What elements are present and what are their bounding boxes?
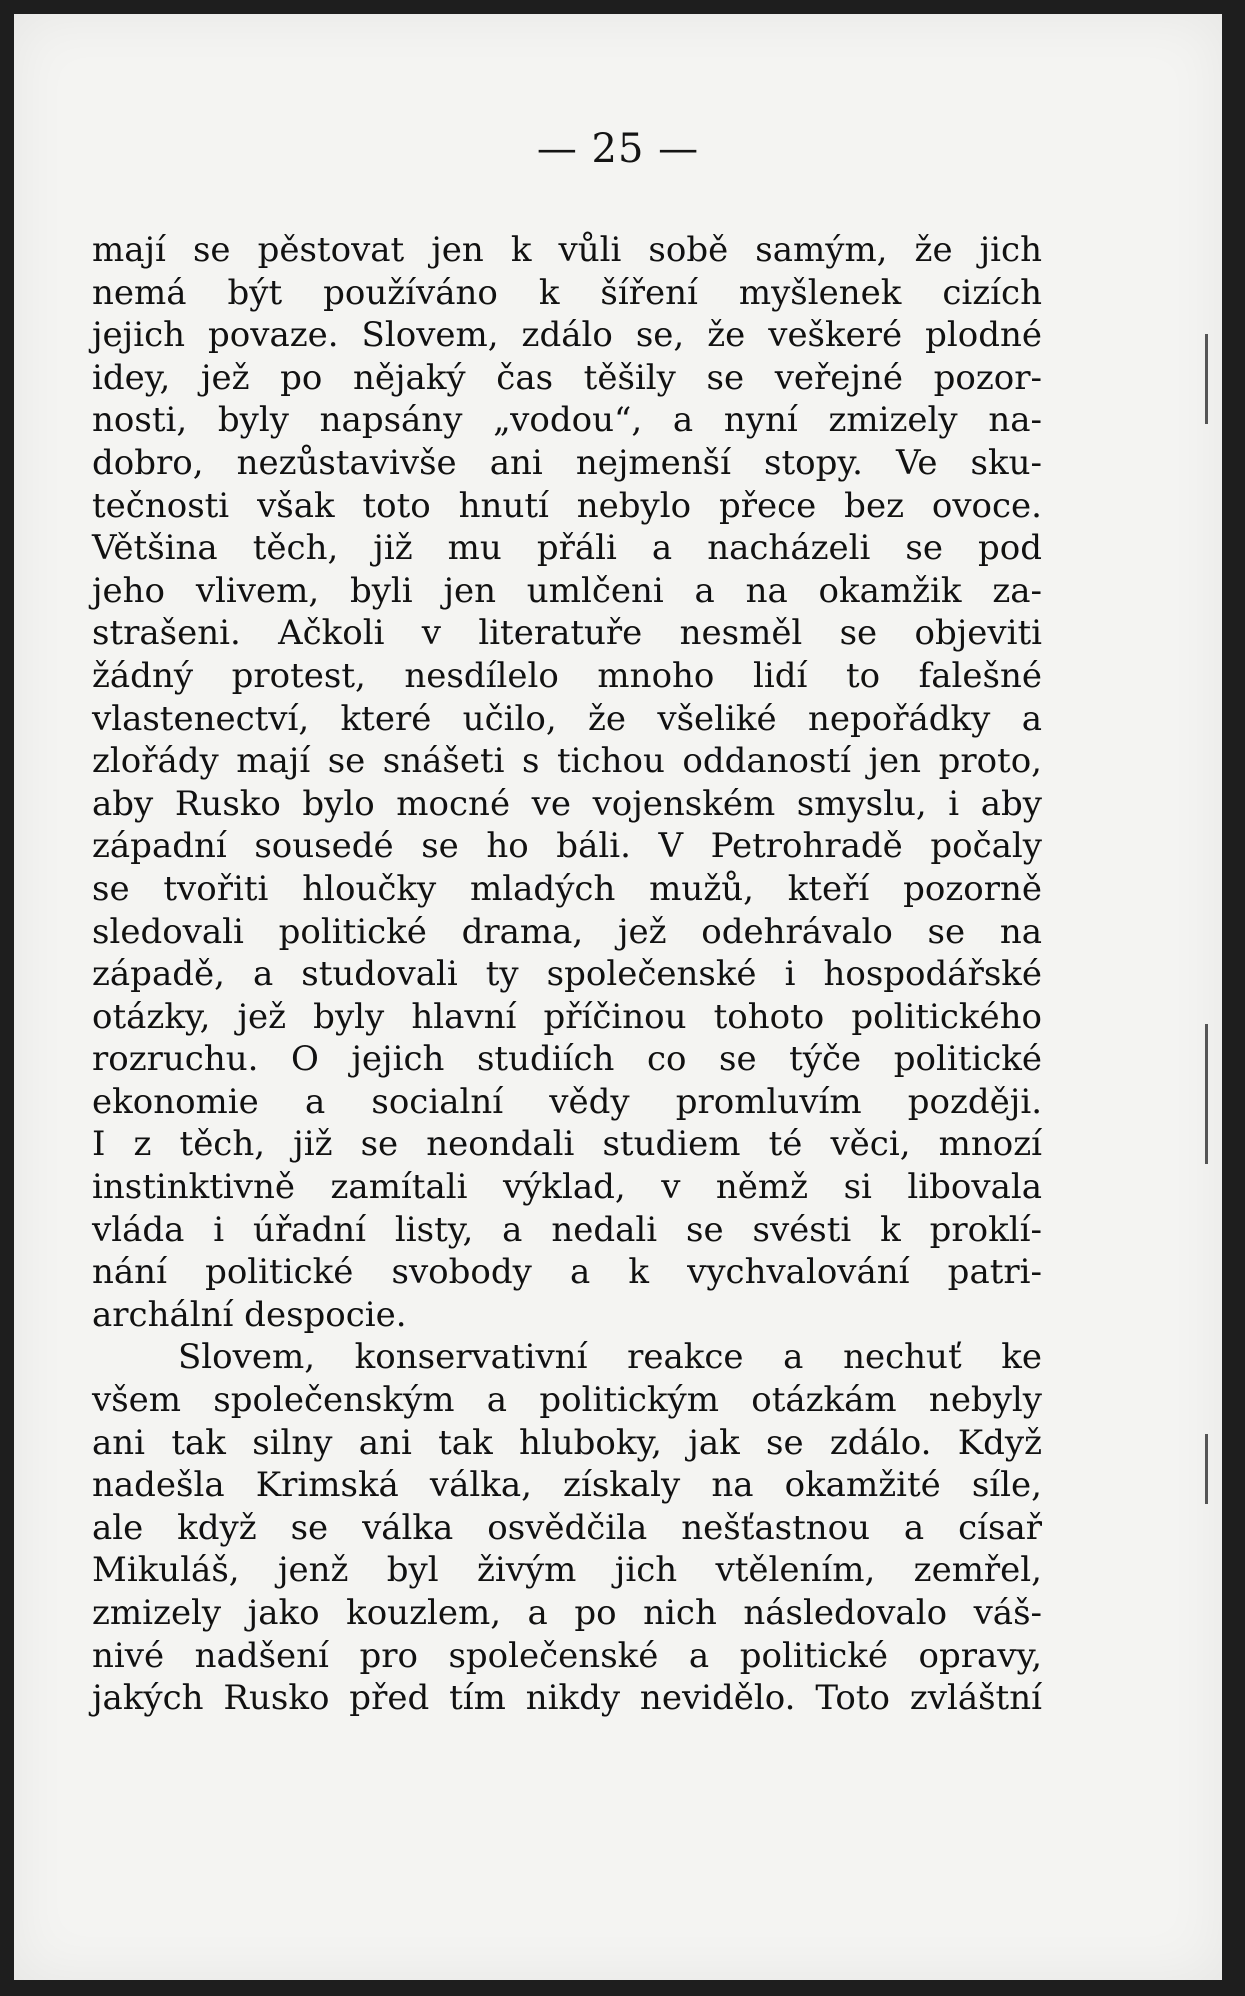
text-line: jakých Rusko před tím nikdy nevidělo. Toto zvláštní (92, 1678, 1042, 1719)
text-line: sledovali politické drama, jež odehrávalo se na (92, 911, 1042, 952)
text-line: nemá být používáno k šíření myšlenek cizích (92, 272, 1042, 313)
text-line: nání politické svobody a k vychvalování patri- (92, 1252, 1042, 1293)
text-line: západní sousedé se ho báli. V Petrohradě počaly (92, 826, 1042, 867)
book-page (14, 14, 1222, 1980)
text-line: idey, jež po nějaký čas těšily se veřejné pozor- (92, 357, 1042, 398)
text-line: vlastenectví, které učilo, že všeliké nepořádky a (92, 698, 1042, 739)
text-line: ale když se válka osvědčila nešťastnou a císař (92, 1507, 1042, 1548)
page-edge-mark (1205, 1434, 1208, 1504)
text-line: vláda i úřadní listy, a nedali se svésti k proklí- (92, 1209, 1042, 1250)
text-line: dobro, nezůstavivše ani nejmenší stopy. Ve sku- (92, 442, 1042, 483)
text-line: nivé nadšení pro společenské a politické opravy, (92, 1635, 1042, 1676)
text-line: rozruchu. O jejich studiích co se týče politické (92, 1039, 1042, 1080)
page-edge-mark (1205, 1024, 1208, 1164)
text-line: zlořády mají se snášeti s tichou oddaností jen proto, (92, 741, 1042, 782)
text-line: ani tak silny ani tak hluboky, jak se zdálo. Když (92, 1422, 1042, 1463)
text-line: instinktivně zamítali výklad, v němž si libovala (92, 1167, 1042, 1208)
text-line: Většina těch, již mu přáli a nacházeli se pod (92, 528, 1042, 569)
text-line: strašeni. Ačkoli v literatuře nesměl se objeviti (92, 613, 1042, 654)
text-line: zmizely jako kouzlem, a po nich následovalo váš- (92, 1593, 1042, 1633)
text-line: nosti, byly napsány „vodou“, a nyní zmizely na- (92, 400, 1042, 441)
text-line: ekonomie a socialní vědy promluvím později. (92, 1081, 1042, 1122)
text-line: žádný protest, nesdílelo mnoho lidí to falešné (92, 655, 1042, 696)
page-number: — 25 — (536, 126, 700, 172)
text-line: jeho vlivem, byli jen umlčeni a na okamžik za- (92, 570, 1042, 611)
text-line: všem společenským a politickým otázkám nebyly (92, 1380, 1042, 1421)
paragraph-end-line: archální despocie. (92, 1294, 407, 1335)
text-line: mají se pěstovat jen k vůli sobě samým, že jich (92, 230, 1042, 270)
body-text (92, 229, 1042, 1720)
page-edge-mark (1205, 334, 1208, 424)
text-line: nadešla Krimská válka, získaly na okamžité síle, (92, 1465, 1042, 1506)
text-line: tečnosti však toto hnutí nebylo přece bez ovoce. (92, 485, 1042, 526)
text-line: se tvořiti hloučky mladých mužů, kteří pozorně (92, 868, 1042, 909)
text-line: západě, a studovali ty společenské i hospodářské (92, 954, 1042, 995)
text-line: I z těch, již se neondali studiem té věci, mnozí (92, 1124, 1042, 1165)
paragraph-start-line: Slovem, konservativní reakce a nechuť ke (178, 1337, 1042, 1378)
text-line: otázky, jež byly hlavní příčinou tohoto politického (92, 996, 1042, 1037)
text-line: jejich povaze. Slovem, zdálo se, že veškeré plodné (92, 315, 1042, 356)
text-line: Mikuláš, jenž byl živým jich vtělením, zemřel, (92, 1550, 1042, 1591)
text-line: aby Rusko bylo mocné ve vojenském smyslu, i aby (92, 783, 1042, 824)
